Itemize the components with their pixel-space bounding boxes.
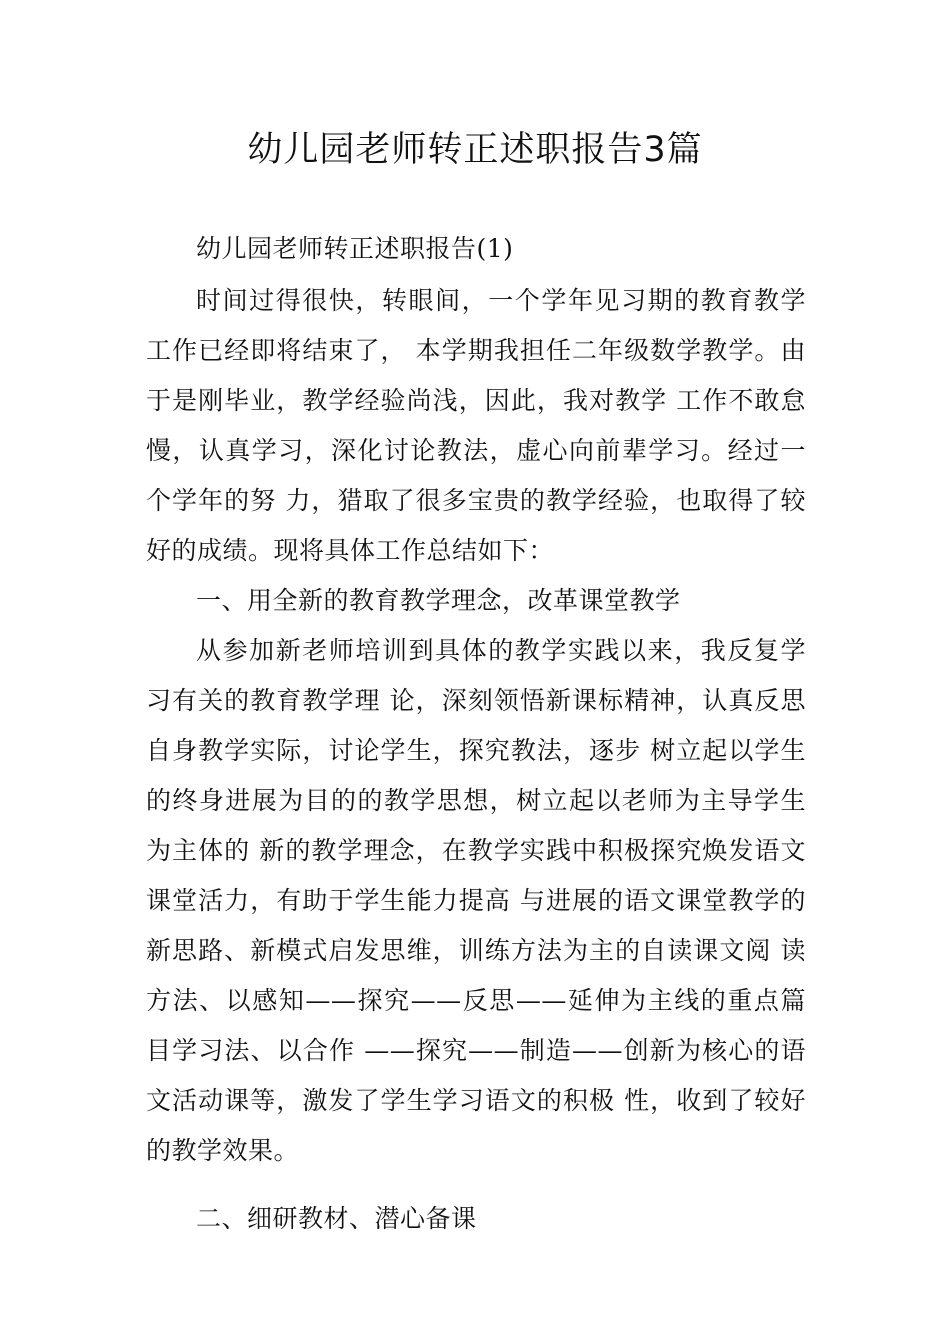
document-title: 幼儿园老师转正述职报告3篇 [247, 130, 703, 170]
section-heading-1: 一、用全新的教育教学理念，改革课堂教学 [196, 586, 681, 615]
paragraph-intro: 时间过得很快，转眼间，一个学年见习期的教育教学工作已经即将结束了， 本学期我担任二年级数学教学。由于是刚毕业，教学经验尚浅，因此，我对教学 工作不敢怠慢，认真学习，深化讨论教法，虚心向前辈学习。经过一个学年的努 力，猎取了很多宝贵的教学经验，也取得了较好的成绩。现将具体工作总结如下： [146, 286, 806, 565]
section-heading-2: 二、细研教材、潜心备课 [196, 1204, 477, 1233]
document-body [146, 224, 806, 1244]
report-subtitle: 幼儿园老师转正述职报告(1) [196, 234, 514, 263]
paragraph-section-1: 从参加新老师培训到具体的教学实践以来，我反复学习有关的教育教学理 论，深刻领悟新课标精神，认真反思自身教学实际，讨论学生，探究教法，逐步 树立起以学生的终身进展为目的的教学思想，树立起以老师为主导学生为主体的 新的教学理念，在教学实践中积极探究焕发语文课堂活力，有助于学生能力提高 与进展的语文课堂教学的新思路、新模式启发思维，训练方法为主的自读课文阅 读方法、以感知——探究——反思——延伸为主线的重点篇目学习法、以合作 ——探究——制造——创新为核心的语文活动课等，激发了学生学习语文的积极 性，收到了较好的教学效果。 [146, 636, 806, 1165]
